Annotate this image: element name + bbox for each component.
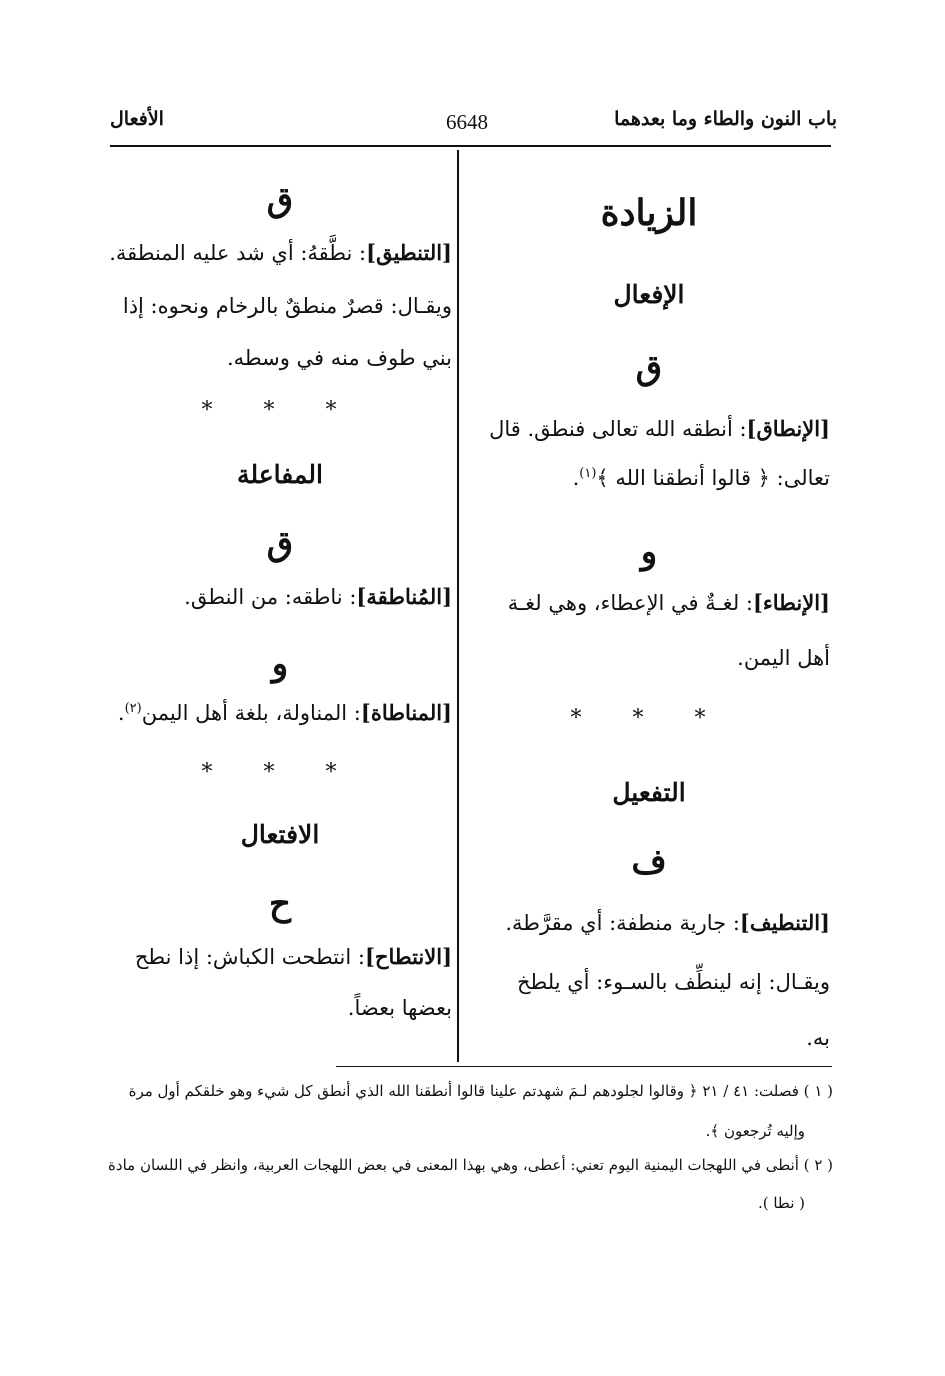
entry-text: : ناطقه: من النطق. xyxy=(184,585,357,609)
entry-text: . xyxy=(572,466,580,490)
letter-waw: و xyxy=(271,644,289,684)
entry-text: : أنطقه الله تعالى فنطق. قال xyxy=(489,417,747,441)
entry-text: : نطَّقهُ: أي شد عليه المنطقة. xyxy=(109,241,367,265)
running-head-chapter: باب النون والطاء وما بعدهما xyxy=(614,108,837,130)
running-head-section: الأفعال xyxy=(110,108,164,130)
entry-tantiq-line3: بني طوف منه في وسطه. xyxy=(226,346,452,370)
entry-intitah-line2: بعضها بعضاً. xyxy=(347,996,452,1020)
footnote-ref: (١) xyxy=(579,466,597,481)
entry-intaa-line2: أهل اليمن. xyxy=(737,646,830,670)
entry-tantif-line1 xyxy=(468,910,830,935)
section-tafil: التفعيل xyxy=(612,778,686,807)
entry-term: [الإنطاء] xyxy=(752,590,830,615)
column-divider xyxy=(457,150,459,1062)
entry-munataa xyxy=(108,700,452,725)
entry-intitah-line1 xyxy=(108,944,452,969)
entry-tantiq-line1 xyxy=(108,240,452,265)
entry-intaq-line1 xyxy=(468,416,830,441)
entry-munataqa xyxy=(108,584,452,609)
entry-intaq-line2 xyxy=(468,466,830,490)
entry-term: [التنطيق] xyxy=(366,240,452,265)
letter-qaf: ق xyxy=(266,524,294,564)
section-iftial: الافتعال xyxy=(240,820,320,849)
footnote-2-line2: ( نطا ). xyxy=(757,1194,805,1212)
section-separator: * * * xyxy=(201,760,359,785)
entry-text: : المناولة، بلغة أهل اليمن xyxy=(141,701,361,725)
entry-text: : لغـةٌ في الإعطاء، وهي لغـة xyxy=(507,591,753,615)
letter-qaf: ق xyxy=(635,348,663,388)
heading-ziyada: الزيادة xyxy=(600,192,698,234)
entry-intaa-line1 xyxy=(468,590,830,615)
header-rule xyxy=(110,145,831,147)
footnote-rule xyxy=(336,1066,832,1067)
entry-text: . xyxy=(117,701,125,725)
entry-term: [الانتطاح] xyxy=(364,944,452,969)
footnote-1-line2: وإليه تُرجعون ﴾. xyxy=(705,1122,805,1140)
section-separator: * * * xyxy=(201,398,359,423)
entry-term: [التنطيف] xyxy=(739,910,830,935)
section-separator: * * * xyxy=(570,706,728,731)
entry-text: : انتطحت الكباش: إذا نطح xyxy=(134,945,365,969)
entry-text: : جارية منطفة: أي مقرَّطة. xyxy=(505,911,740,935)
entry-term: [الإنطاق] xyxy=(746,416,830,441)
entry-term: [المناطاة] xyxy=(360,700,452,725)
entry-tantif-line2: ويقـال: إنه لينطِّف بالسـوء: أي يلطخ xyxy=(516,970,830,994)
footnote-2-line1: ( ٢ ) أنطى في اللهجات اليمنية اليوم تعني: أعطى، وهي بهذا المعنى في بعض اللهجات العربية، وانظر في اللسان مادة xyxy=(108,1156,833,1174)
letter-ha: ح xyxy=(269,884,291,924)
letter-qaf: ق xyxy=(266,180,294,220)
footnote-1-line1: ( ١ ) فصلت: ٤١ / ٢١ ﴿ وقالوا لجلودهم لـمَ شهدتم علينا قالوا أنطقنا الله الذي أنطق كل شيء وهو خلقكم أول مرة xyxy=(128,1082,833,1100)
letter-fa: ف xyxy=(631,842,667,882)
page-number: 6648 xyxy=(446,110,488,134)
section-ifal: الإفعال xyxy=(613,280,685,309)
entry-term: [المُناطقة] xyxy=(356,584,452,609)
entry-tantif-line3: به. xyxy=(806,1026,830,1050)
footnote-ref: (٢) xyxy=(124,701,142,716)
entry-tantiq-line2: ويقـال: قصرٌ منطقٌ بالرخام ونحوه: إذا xyxy=(122,294,452,318)
entry-text: تعالى: ﴿ قالوا أنطقنا الله ﴾ xyxy=(596,466,830,490)
letter-waw: و xyxy=(640,532,658,572)
section-mufaala: المفاعلة xyxy=(237,460,323,489)
